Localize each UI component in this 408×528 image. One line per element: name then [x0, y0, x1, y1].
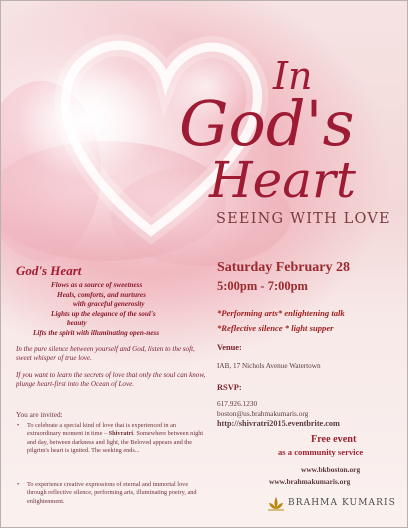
- brahma-kumaris-logo: [266, 493, 398, 515]
- bullet-text: [17, 422, 207, 456]
- website-link-bkboston[interactable]: www.bkboston.org: [301, 465, 361, 474]
- invited-label: You are invited:: [16, 410, 63, 419]
- event-date: Saturday February 28: [217, 260, 350, 275]
- poem-line: beauty: [67, 319, 87, 328]
- poem-line: Lifts the spirit with illuminating open-ness: [33, 328, 160, 337]
- community-service-label: as a community service: [278, 447, 364, 457]
- free-event-label: Free event: [311, 434, 357, 445]
- poem-line: Flows as a source of sweetness: [51, 281, 143, 289]
- title-heart: Heart: [209, 151, 356, 209]
- poem-line: Lights up the elegance of the soul's: [51, 309, 156, 318]
- bullet-text-part: . Somewhere between night and day, between darkness and light, the Beloved appears and the pilgrim's heart is ignited. The seeking ends...: [27, 430, 204, 455]
- eventbrite-link[interactable]: http://shivratri2015.eventbrite.com: [217, 419, 340, 428]
- bullet-icon: •: [17, 422, 20, 429]
- website-link-brahmakumaris[interactable]: www.brahmakumaris.org: [269, 477, 351, 486]
- rsvp-phone: 617.926.1230: [217, 399, 258, 408]
- intro-paragraph-2: If you want to learn the secrets of love that only the soul can know, plunge heart-first into the Ocean of Love.: [16, 371, 206, 389]
- rsvp-email-link[interactable]: boston@us.brahmakumaris.org: [217, 409, 309, 418]
- title-gods: God's: [179, 87, 355, 160]
- rsvp-label: RSVP:: [217, 383, 242, 392]
- poem-line: with graceful generosity: [73, 300, 145, 309]
- event-time: 5:00pm - 7:00pm: [217, 279, 308, 293]
- bullet-text-part: To celebrate a special kind of love that is experienced in an extraordinary moment in time –: [27, 422, 177, 438]
- bullet-text-bold: Shivratri: [108, 430, 134, 438]
- bullet-text: To experience creative expressions of eternal and immortal love through reflective silence, performing arts, illuminating poetry, and enlightenment.: [27, 481, 197, 505]
- logo-text: BRAHMA KUMARIS: [288, 498, 396, 508]
- poem: [21, 281, 211, 339]
- left-heading: God's Heart: [16, 263, 82, 278]
- venue-address: IAB, 17 Nichols Avenue Watertown: [217, 362, 321, 370]
- activities-line-2: *Reflective silence * light supper: [217, 323, 334, 333]
- subtitle: SEEING WITH LOVE: [216, 211, 391, 227]
- activities-line-1: *Performing arts* enlightening talk: [217, 308, 345, 318]
- poem-line: Heals, comforts, and nurtures: [57, 290, 146, 299]
- title-in: In: [273, 54, 313, 98]
- venue-label: Venue:: [217, 343, 242, 352]
- intro-paragraph-1: In the pure silence between yourself and God, listen to the soft, sweet whisper of true love.: [16, 345, 195, 363]
- lotus-logo-icon: [266, 494, 286, 514]
- bullet-icon: •: [17, 481, 20, 488]
- bullet-item: [17, 422, 207, 456]
- bullet-item: [17, 481, 207, 506]
